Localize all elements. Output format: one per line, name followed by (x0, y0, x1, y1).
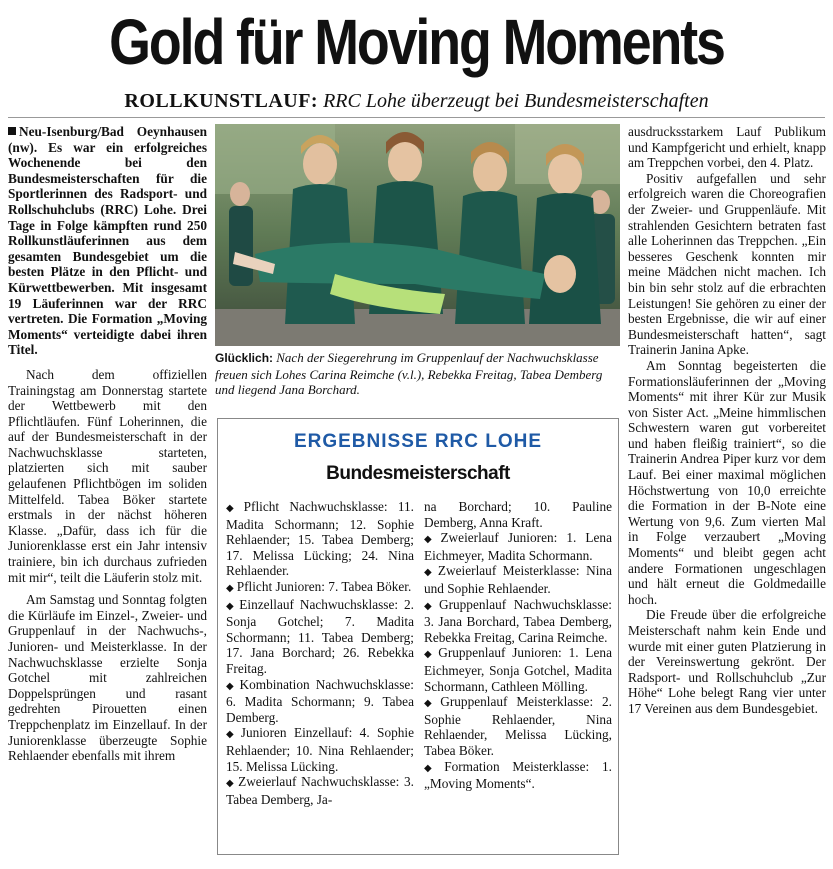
article-deck: RRC Lohe überzeugt bei Bundesmeisterschaften (323, 90, 709, 112)
body-paragraph: Nach dem offiziellen Trainingstag am Donnerstag startete der Wettbewerb mit den Pflichtläufen. Fünf Loherinnen, die auf der Bundesmeisterschaft in der Nachwuchsklasse starteten, platzierten sich mit sauber gelaufenen Pflichtbögen im soliden Mittelfeld. Tabea Böker startete erstmals in der nächst höheren Klasse. „Dafür, dass ich für die Juniorenklasse erst ein Jahr intensiv trainiere, bin ich durchaus zufrieden mit mir“, teilt die Läuferin stolz mit. (8, 366, 207, 585)
result-item: ◆ Einzellauf Nachwuchsklasse: 2. Sonja Gotchel; 7. Madita Schormann; 11. Tabea Demberg; 17. Jana Borchard; 26. Rebekka Freitag. (226, 596, 414, 676)
results-subtitle: Bundesmeisterschaft (326, 463, 510, 484)
lead-paragraph (8, 124, 207, 358)
diamond-bullet-icon: ◆ (226, 778, 236, 790)
result-item: ◆ Kombination Nachwuchsklasse: 6. Madita Schormann; 9. Tabea Demberg. (226, 676, 414, 725)
result-item: ◆ Pflicht Nachwuchsklasse: 11. Madita Schormann; 12. Sophie Rehlaender; 15. Tabea Demberg; 17. Melissa Lücking; 24. Nina Rehlaender. (226, 499, 414, 579)
body-paragraph: Die Freude über die erfolgreiche Meisterschaft nahm kein Ende und wurde mit einer guten Platzierung in der Vereinswertung gekrönt. Der Radsport- und Rollschuhclub „Zur Höhe“ Lohe belegt Rang vier unter 17 Vereinen aus dem Bundesgebiet. (628, 607, 826, 716)
diamond-bullet-icon: ◆ (424, 534, 438, 546)
article-subline (0, 89, 833, 113)
results-box (217, 418, 619, 855)
article-kicker: ROLLKUNSTLAUF: (124, 90, 319, 112)
result-item: ◆ Formation Meisterklasse: 1. „Moving Moments“. (424, 758, 612, 792)
results-left-column (226, 499, 414, 807)
result-item: ◆ Zweierlauf Nachwuchsklasse: 3. Tabea Demberg, Ja- (226, 774, 414, 807)
diamond-bullet-icon: ◆ (424, 649, 436, 661)
diamond-bullet-icon: ◆ (226, 600, 237, 612)
diamond-bullet-icon: ◆ (424, 567, 435, 579)
result-item: ◆ Gruppenlauf Meisterklasse: 2. Sophie Rehlaender, Nina Rehlaender, Melissa Lücking, Tabea Böker. (424, 694, 612, 758)
article-photo (215, 124, 620, 346)
result-item: ◆ Zweierlauf Meisterklasse: Nina und Sophie Rehlaender. (424, 563, 612, 596)
body-paragraph: Am Samstag und Sonntag folgten die Kürläufe im Einzel-, Zweier- und Gruppenlauf in der Nachwuchs-, Junioren- und Meisterklasse. In der Nachwuchsklasse erzielte Sonja Gotchel mit zahlreichen Doppelsprüngen und rasant gedrehten Pirouetten einen Treppchenplatz im Einzellauf. In der Juniorenklasse überzeugte Sophie Rehlaender ebenfalls mit ihrem (8, 592, 207, 764)
results-right-column (424, 499, 612, 792)
diamond-bullet-icon: ◆ (226, 503, 241, 514)
article-headline: Gold für Moving Moments (109, 6, 724, 78)
body-paragraph: Am Sonntag begeisterten die Formationsläuferinnen der „Moving Moments“ mit ihrer Kür zur Musik von Sister Act. „Meine himmlischen Schwestern waren gut vorbereitet und haben fleißig trainiert“, so die Trainerin Andrea Piper kurz vor dem Lauf. Bei einer maximal möglichen Höchstwertung von 10,0 erreichte die Formation in der B-Note eine Wertung von 9,6. Zum vierten Mal in Folge verzaubert „Moving Moments“ und bleibt gegen acht andere Formationen ungeschlagen und hält erneut die Goldmedaille hoch. (628, 357, 826, 607)
caption-text: Nach der Siegerehrung im Gruppenlauf der Nachwuchsklasse freuen sich Lohes Carina Reimche (v.l.), Rebekka Freitag, Tabea Demberg und liegend Jana Borchard. (215, 350, 603, 397)
caption-label: Glücklich: (215, 351, 274, 365)
paragraph-marker-icon (8, 127, 16, 135)
result-item: ◆ Zweierlauf Junioren: 1. Lena Eichmeyer, Madita Schormann. (424, 530, 612, 563)
photo-caption (215, 350, 620, 398)
diamond-bullet-icon: ◆ (424, 762, 442, 774)
body-paragraph: ausdrucksstarkem Lauf Publikum und Kampfgericht und erhielt, knapp am Treppchen vorbei, den 4. Platz. (628, 124, 826, 171)
result-item: ◆ Junioren Einzellauf: 4. Sophie Rehlaender; 10. Nina Rehlaender; 15. Melissa Lücking. (226, 725, 414, 774)
diamond-bullet-icon: ◆ (226, 582, 234, 594)
results-title: ERGEBNISSE RRC LOHE (293, 431, 543, 452)
column-right (628, 124, 826, 717)
result-item: ◆ Gruppenlauf Junioren: 1. Lena Eichmeyer, Sonja Gotchel, Madita Schormann, Cathleen Mölling. (424, 645, 612, 694)
result-item: ◆ Pflicht Junioren: 7. Tabea Böker. (226, 578, 412, 594)
diamond-bullet-icon: ◆ (226, 680, 237, 692)
diamond-bullet-icon: ◆ (424, 698, 438, 710)
column-left (8, 124, 207, 764)
result-item-continued: na Borchard; 10. Pauline Demberg, Anna Kraft. (424, 499, 612, 530)
skaters-photo (215, 124, 620, 346)
header-rule (8, 117, 825, 118)
diamond-bullet-icon: ◆ (424, 600, 436, 612)
result-item: ◆ Gruppenlauf Nachwuchsklasse: 3. Jana Borchard, Tabea Demberg, Rebekka Freitag, Carina Reimche. (424, 596, 612, 645)
lead-text: Neu-Isenburg/Bad Oeynhausen (nw). Es war ein erfolgreiches Wochenende bei den Bundesmeisterschaften für die Sportlerinnen des Radsport- und Rollschuhclubs (RRC) Lohe. Drei Tage in Folge kämpften rund 250 Rollkunstläuferinnen aus dem gesamten Bundesgebiet um die besten Plätze in den Pflicht- und Kürwettbewerben. Mit insgesamt 19 Läuferinnen war der RRC vertreten. Die Formation „Moving Moments“ verteidigte dabei ihren Titel. (8, 124, 207, 358)
body-paragraph: Positiv aufgefallen und sehr erfolgreich waren die Choreografien der Zweier- und Gruppenläufe. Mit strahlenden Gesichtern betraten fast alle Loherinnen das Treppchen. „Ein besseres Geschenk konnten mir meine Mädchen nicht machen. Ich bin bin sehr stolz auf die erbrachten Leistungen! Sie gehören zu einer der besten Ergebnisse, die wir auf einer Bundesmeisterschaft hatten“, sagt Trainerin Janina Apke. (628, 170, 826, 358)
diamond-bullet-icon: ◆ (226, 729, 238, 741)
